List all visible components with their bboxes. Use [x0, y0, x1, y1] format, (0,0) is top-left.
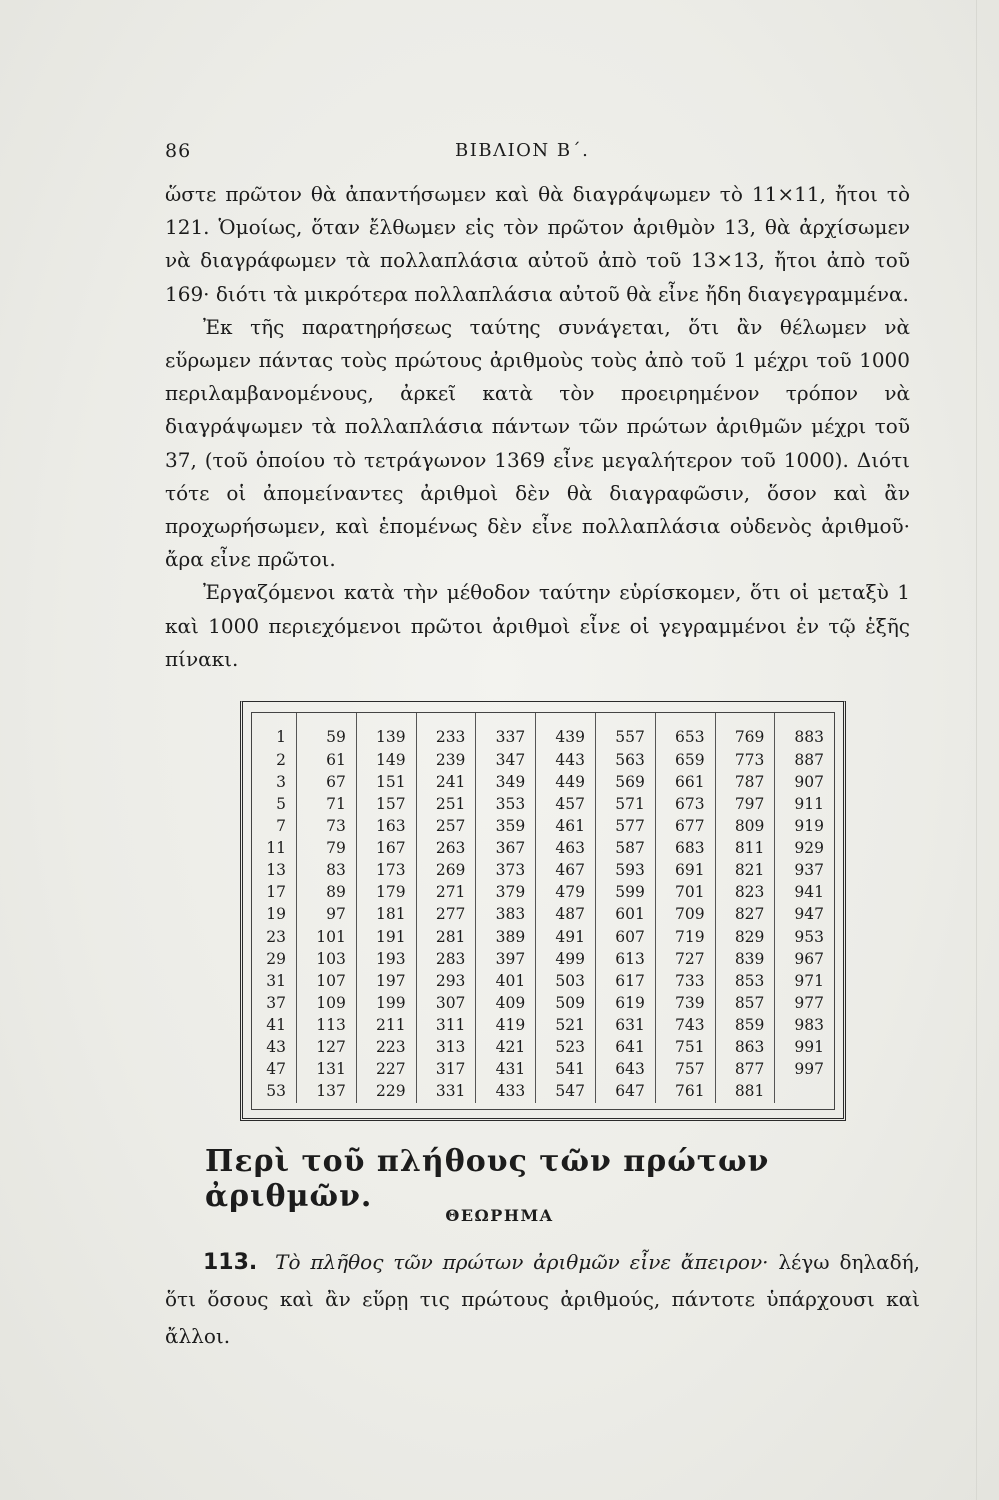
- table-cell: 1: [276, 728, 287, 747]
- table-cell: 449: [536, 772, 596, 794]
- table-cell: 419: [476, 1015, 536, 1037]
- table-cell: 41: [266, 1015, 287, 1034]
- table-cell: 167: [356, 838, 416, 860]
- table-cell: 857: [715, 993, 775, 1015]
- table-cell: 811: [715, 838, 775, 860]
- table-cell: 263: [416, 838, 476, 860]
- table-row: [252, 904, 834, 926]
- table-cell: 863: [715, 1037, 775, 1059]
- table-cell: 193: [356, 948, 416, 970]
- table-cell: 709: [655, 904, 715, 926]
- table-cell: 991: [775, 1037, 834, 1059]
- table-cell: 547: [536, 1081, 596, 1103]
- paragraph-1: ὥστε πρῶτον θὰ ἀπαντήσωμεν καὶ θὰ διαγράψωμεν τὸ 11×11, ἤτοι τὸ 121. Ὁμοίως, ὅταν ἔλθωμεν εἰς τὸν πρῶτον ἀριθμὸν 13, θὰ ἀρχίσωμεν νὰ διαγράφωμεν τὰ πολλαπλάσια αὐτοῦ ἀπὸ τοῦ 13×13, ἤτοι ἀπὸ τοῦ 169· διότι τὰ μικρότερα πολλαπλάσια αὐτοῦ θὰ εἶνε ἤδη διαγεγραμμένα.: [165, 182, 910, 306]
- table-cell: 239: [416, 749, 476, 771]
- table-row: [252, 772, 834, 794]
- table-cell: 461: [536, 816, 596, 838]
- table-row: [252, 794, 834, 816]
- table-cell: 691: [655, 860, 715, 882]
- table-cell: 347: [476, 749, 536, 771]
- table-cell: 727: [655, 948, 715, 970]
- table-cell: 337: [476, 713, 536, 749]
- table-cell: 379: [476, 882, 536, 904]
- table-cell: 17: [266, 883, 287, 902]
- table-cell: 653: [655, 713, 715, 749]
- table-cell: 967: [775, 948, 834, 970]
- table-cell: 937: [775, 860, 834, 882]
- table-cell: 109: [297, 993, 357, 1015]
- page-number: 86: [165, 140, 192, 162]
- table-cell: 503: [536, 970, 596, 992]
- table-cell: 443: [536, 749, 596, 771]
- table-cell: 439: [536, 713, 596, 749]
- table-cell: 79: [297, 838, 357, 860]
- table-cell: 523: [536, 1037, 596, 1059]
- table-row: [252, 749, 834, 771]
- table-cell: 881: [715, 1081, 775, 1103]
- table-cell: 43: [266, 1037, 287, 1056]
- table-cell: 907: [775, 772, 834, 794]
- table-cell: 607: [596, 926, 656, 948]
- table-cell: 593: [596, 860, 656, 882]
- table-row: [252, 838, 834, 860]
- table-cell: 571: [596, 794, 656, 816]
- table-row: [252, 926, 834, 948]
- table-cell: 163: [356, 816, 416, 838]
- table-cell: 541: [536, 1059, 596, 1081]
- table-cell: 3: [276, 772, 287, 791]
- table-cell: 151: [356, 772, 416, 794]
- table-cell: 421: [476, 1037, 536, 1059]
- table-cell: 67: [297, 772, 357, 794]
- table-row: [252, 1037, 834, 1059]
- table-cell: 577: [596, 816, 656, 838]
- table-cell: 983: [775, 1015, 834, 1037]
- table-cell: 853: [715, 970, 775, 992]
- table-cell: 293: [416, 970, 476, 992]
- table-cell: 283: [416, 948, 476, 970]
- table-cell: 73: [297, 816, 357, 838]
- table-cell: 613: [596, 948, 656, 970]
- table-row: [252, 816, 834, 838]
- theorem-block: [165, 1244, 920, 1355]
- table-cell: 751: [655, 1037, 715, 1059]
- table-cell: 827: [715, 904, 775, 926]
- table-cell: 137: [297, 1081, 357, 1103]
- table-cell: 149: [356, 749, 416, 771]
- table-row: [252, 1081, 834, 1103]
- table-cell: 383: [476, 904, 536, 926]
- table-cell: 947: [775, 904, 834, 926]
- table-cell: 941: [775, 882, 834, 904]
- table-row: [252, 860, 834, 882]
- table-cell: 719: [655, 926, 715, 948]
- table-cell: 307: [416, 993, 476, 1015]
- theorem-label: ΘΕΩΡΗΜΑ: [445, 1206, 554, 1225]
- table-cell: 757: [655, 1059, 715, 1081]
- table-cell: 191: [356, 926, 416, 948]
- table-cell: 197: [356, 970, 416, 992]
- running-title: ΒΙΒΛΙΟΝ Β΄.: [455, 140, 590, 161]
- table-cell: 281: [416, 926, 476, 948]
- table-cell: 491: [536, 926, 596, 948]
- table-cell: 883: [775, 713, 834, 749]
- table-cell: 683: [655, 838, 715, 860]
- table-cell: 23: [266, 927, 287, 946]
- theorem-statement: Τὸ πλῆθος τῶν πρώτων ἀριθμῶν εἶνε ἄπειρον·: [275, 1250, 769, 1274]
- table-cell: 971: [775, 970, 834, 992]
- table-cell: 2: [276, 750, 287, 769]
- table-cell: 479: [536, 882, 596, 904]
- table-cell: 359: [476, 816, 536, 838]
- table-cell: 211: [356, 1015, 416, 1037]
- table-cell: 409: [476, 993, 536, 1015]
- table-cell: 127: [297, 1037, 357, 1059]
- table-cell: 569: [596, 772, 656, 794]
- table-cell: 353: [476, 794, 536, 816]
- theorem-number: 113.: [203, 1250, 258, 1275]
- table-cell: 701: [655, 882, 715, 904]
- table-cell: 157: [356, 794, 416, 816]
- table-cell: 269: [416, 860, 476, 882]
- table-cell: 677: [655, 816, 715, 838]
- table-cell: 487: [536, 904, 596, 926]
- table-cell: 797: [715, 794, 775, 816]
- table-cell: 31: [266, 971, 287, 990]
- section-heading: Περὶ τοῦ πλήθους τῶν πρώτων ἀριθμῶν.: [205, 1144, 770, 1214]
- table-cell: 457: [536, 794, 596, 816]
- table-cell: 587: [596, 838, 656, 860]
- table-cell: 467: [536, 860, 596, 882]
- table-cell: 53: [266, 1082, 287, 1101]
- table-cell: 59: [297, 713, 357, 749]
- table-cell: 103: [297, 948, 357, 970]
- table-cell: 131: [297, 1059, 357, 1081]
- prime-table: [252, 713, 834, 1103]
- table-cell: 97: [297, 904, 357, 926]
- table-cell: 859: [715, 1015, 775, 1037]
- table-cell: 809: [715, 816, 775, 838]
- table-cell: 521: [536, 1015, 596, 1037]
- table-cell: 83: [297, 860, 357, 882]
- table-cell: 997: [775, 1059, 834, 1081]
- table-cell: 463: [536, 838, 596, 860]
- table-cell: 401: [476, 970, 536, 992]
- table-cell: 647: [596, 1081, 656, 1103]
- table-row: [252, 948, 834, 970]
- table-cell: 277: [416, 904, 476, 926]
- table-cell: 139: [356, 713, 416, 749]
- table-cell: 557: [596, 713, 656, 749]
- table-cell: 71: [297, 794, 357, 816]
- table-cell: 19: [266, 905, 287, 924]
- table-cell: 431: [476, 1059, 536, 1081]
- table-cell: 823: [715, 882, 775, 904]
- table-cell: 251: [416, 794, 476, 816]
- table-cell: 233: [416, 713, 476, 749]
- table-cell: 61: [297, 749, 357, 771]
- table-cell: 829: [715, 926, 775, 948]
- page-header: [165, 140, 905, 174]
- table-cell: 331: [416, 1081, 476, 1103]
- table-cell: 659: [655, 749, 715, 771]
- table-cell: 7: [276, 817, 287, 836]
- table-cell: 11: [266, 839, 287, 858]
- table-cell: 311: [416, 1015, 476, 1037]
- table-cell: 911: [775, 794, 834, 816]
- table-row: [252, 993, 834, 1015]
- theorem-paragraph: [165, 1244, 920, 1355]
- table-cell: [775, 1081, 834, 1103]
- table-cell: 271: [416, 882, 476, 904]
- table-cell: 839: [715, 948, 775, 970]
- table-cell: 509: [536, 993, 596, 1015]
- table-cell: 643: [596, 1059, 656, 1081]
- table-cell: 37: [266, 993, 287, 1012]
- table-cell: 47: [266, 1060, 287, 1079]
- table-cell: 313: [416, 1037, 476, 1059]
- table-cell: 599: [596, 882, 656, 904]
- table-row: [252, 882, 834, 904]
- page-edge: [976, 0, 977, 1500]
- theorem-body: λέγω δηλαδή, ὅτι ὅσους καὶ ἂν εὕρῃ τις πρώτους ἀριθμούς, πάντοτε ὑπάρχουσι καὶ ἄλλοι.: [165, 1250, 921, 1348]
- table-cell: 631: [596, 1015, 656, 1037]
- table-cell: 919: [775, 816, 834, 838]
- table-cell: 977: [775, 993, 834, 1015]
- table-cell: 887: [775, 749, 834, 771]
- table-cell: 223: [356, 1037, 416, 1059]
- table-cell: 773: [715, 749, 775, 771]
- table-cell: 373: [476, 860, 536, 882]
- table-row: [252, 970, 834, 992]
- table-cell: 229: [356, 1081, 416, 1103]
- table-cell: 619: [596, 993, 656, 1015]
- table-cell: 761: [655, 1081, 715, 1103]
- table-cell: 617: [596, 970, 656, 992]
- table-cell: 397: [476, 948, 536, 970]
- table-row: [252, 1059, 834, 1081]
- table-cell: 739: [655, 993, 715, 1015]
- table-cell: 367: [476, 838, 536, 860]
- table-cell: 499: [536, 948, 596, 970]
- table-cell: 601: [596, 904, 656, 926]
- table-cell: 89: [297, 882, 357, 904]
- table-cell: 199: [356, 993, 416, 1015]
- table-cell: 173: [356, 860, 416, 882]
- table-cell: 433: [476, 1081, 536, 1103]
- table-cell: 821: [715, 860, 775, 882]
- table-cell: 953: [775, 926, 834, 948]
- table-cell: 241: [416, 772, 476, 794]
- table-cell: 563: [596, 749, 656, 771]
- table-row: [252, 1015, 834, 1037]
- table-cell: 661: [655, 772, 715, 794]
- table-cell: 787: [715, 772, 775, 794]
- paragraph-2: Ἐκ τῆς παρατηρήσεως ταύτης συνάγεται, ὅτι ἂν θέλωμεν νὰ εὕρωμεν πάντας τοὺς πρώτους ἀριθμοὺς τοὺς ἀπὸ τοῦ 1 μέχρι τοῦ 1000 περιλαμβανομένους, ἀρκεῖ κατὰ τὸν προειρημένον τρόπον νὰ διαγράψωμεν τὰ πολλαπλάσια πάντων τῶν πρώτων ἀριθμῶν μέχρι τοῦ 37, (τοῦ ὁποίου τὸ τετράγωνον 1369 εἶνε μεγαλήτερον τοῦ 1000). Διότι τότε οἱ ἀπομείναντες ἀριθμοὶ δὲν θὰ διαγραφῶσιν, ὅσον καὶ ἂν προχωρήσωμεν, καὶ ἑπομένως δὲν εἶνε πολλαπλάσια οὐδενὸς ἀριθμοῦ· ἄρα εἶνε πρῶτοι.: [165, 314, 910, 572]
- table-cell: 5: [276, 794, 287, 813]
- table-cell: 929: [775, 838, 834, 860]
- table-cell: 743: [655, 1015, 715, 1037]
- table-cell: 769: [715, 713, 775, 749]
- table-cell: 257: [416, 816, 476, 838]
- paragraph-3: Ἐργαζόμενοι κατὰ τὴν μέθοδον ταύτην εὑρίσκομεν, ὅτι οἱ μεταξὺ 1 καὶ 1000 περιεχόμενοι πρῶτοι ἀριθμοὶ εἶνε οἱ γεγραμμένοι ἐν τῷ ἑξῆς πίνακι.: [165, 580, 910, 671]
- table-row: [252, 713, 834, 749]
- table-cell: 349: [476, 772, 536, 794]
- table-cell: 179: [356, 882, 416, 904]
- table-cell: 227: [356, 1059, 416, 1081]
- table-cell: 673: [655, 794, 715, 816]
- table-cell: 101: [297, 926, 357, 948]
- table-cell: 113: [297, 1015, 357, 1037]
- prime-table-frame: [240, 701, 846, 1121]
- table-cell: 641: [596, 1037, 656, 1059]
- table-cell: 733: [655, 970, 715, 992]
- table-cell: 181: [356, 904, 416, 926]
- table-cell: 29: [266, 949, 287, 968]
- table-cell: 389: [476, 926, 536, 948]
- table-cell: 107: [297, 970, 357, 992]
- table-cell: 13: [266, 861, 287, 880]
- body-text: [165, 178, 910, 676]
- table-cell: 877: [715, 1059, 775, 1081]
- table-cell: 317: [416, 1059, 476, 1081]
